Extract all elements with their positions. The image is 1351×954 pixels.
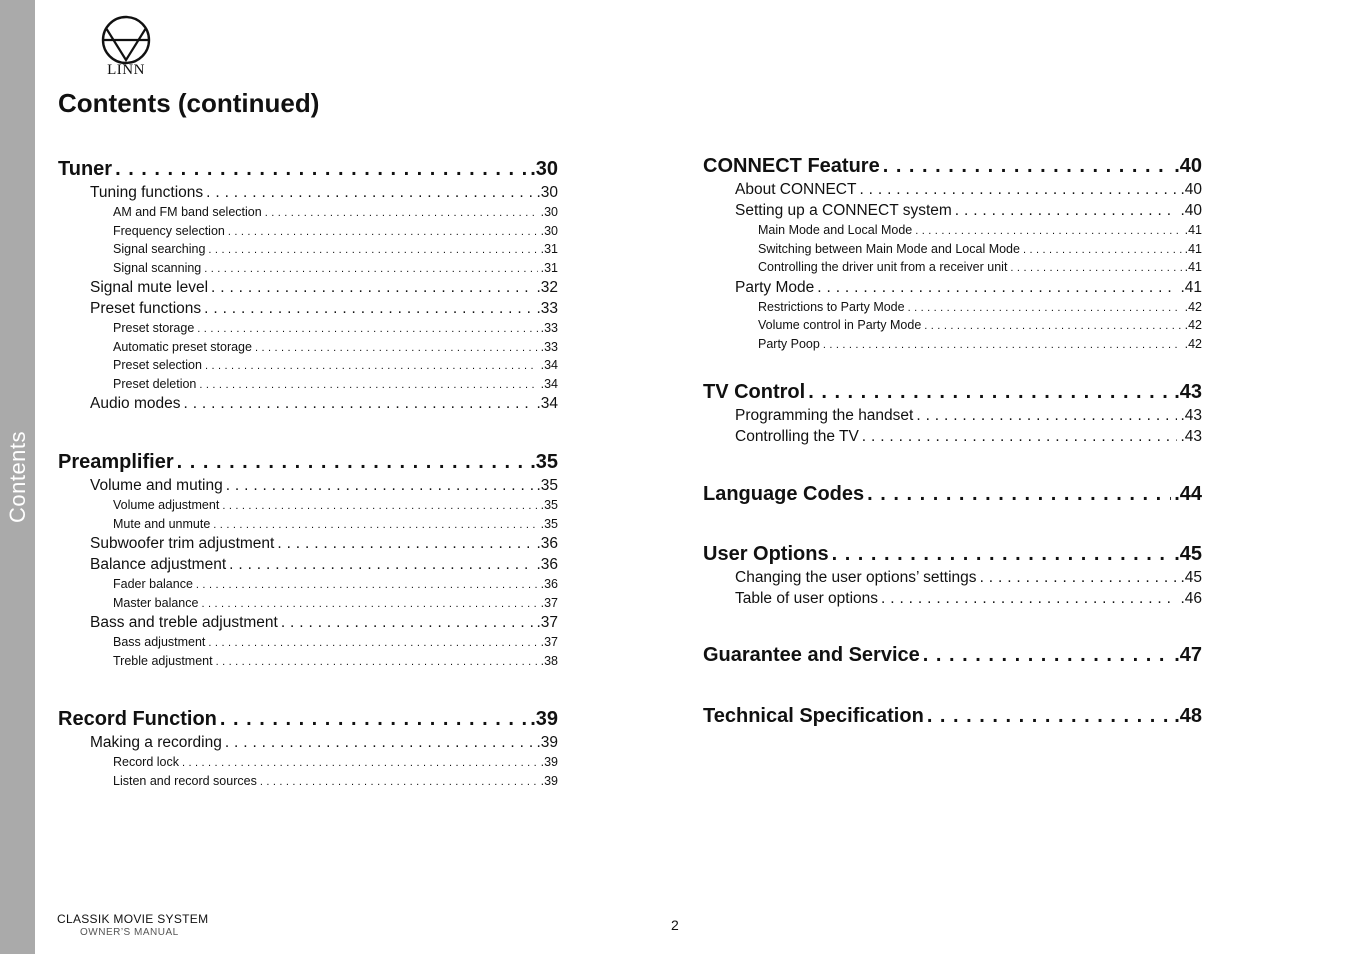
section-spacer (58, 414, 558, 449)
section-spacer (703, 447, 1202, 481)
dot-leader (927, 703, 1171, 729)
toc-page-number: .36 (540, 577, 558, 591)
toc-entry-label: Controlling the TV (735, 428, 859, 445)
footer-product-title: CLASSIK MOVIE SYSTEM (57, 912, 209, 926)
toc-page-number: .32 (536, 279, 558, 296)
toc-page-number: .39 (530, 708, 558, 730)
dot-leader (222, 497, 537, 516)
dot-leader (225, 732, 534, 753)
toc-entry-label: About CONNECT (735, 181, 857, 198)
toc-topic-entry[interactable] (58, 240, 558, 259)
toc-entry-label: Signal scanning (113, 260, 202, 275)
toc-entry-label: Technical Specification (703, 705, 924, 727)
toc-subsection-entry[interactable] (703, 405, 1202, 426)
section-spacer (703, 507, 1202, 541)
toc-entry-label: Main Mode and Local Mode (758, 223, 913, 237)
toc-entry-label: Restrictions to Party Mode (758, 299, 905, 314)
toc-entry-label: Treble adjustment (113, 653, 213, 668)
toc-page-number: .39 (540, 773, 558, 788)
toc-entry-label: Signal searching (113, 242, 206, 256)
dot-leader (183, 393, 533, 414)
toc-entry-label: Frequency selection (113, 223, 225, 238)
toc-section (58, 449, 558, 670)
toc-subsection-entry[interactable] (58, 182, 558, 203)
dot-leader (924, 317, 1181, 336)
toc-entry-label: Volume and muting (90, 477, 223, 494)
dot-leader (859, 179, 1177, 200)
dot-leader (201, 595, 537, 614)
toc-entry-label: Preamplifier (58, 451, 174, 473)
toc-entry-label: Setting up a CONNECT system (735, 202, 952, 219)
dot-leader (115, 156, 527, 182)
toc-section (703, 153, 1202, 353)
toc-page-number: .35 (540, 516, 558, 531)
toc-subsection-entry[interactable] (58, 298, 558, 319)
toc-entry-label: Volume control in Party Mode (758, 318, 922, 332)
dot-leader (255, 339, 538, 358)
toc-topic-entry[interactable] (58, 753, 558, 772)
dot-leader (206, 182, 533, 203)
toc-page-number: .34 (540, 358, 558, 372)
toc-entry-label: Changing the user options’ settings (735, 569, 977, 586)
toc-page-number: .37 (540, 635, 558, 649)
toc-page-number: .30 (540, 205, 558, 219)
toc-page-number: .42 (1184, 299, 1202, 314)
toc-entry-label: CONNECT Feature (703, 155, 880, 177)
toc-section-heading[interactable] (703, 703, 1202, 729)
toc-topic-entry[interactable] (58, 338, 558, 357)
toc-entry-label: Preset storage (113, 321, 195, 335)
toc-subsection-entry[interactable] (703, 277, 1202, 298)
toc-page-number: .40 (1180, 202, 1202, 219)
toc-topic-entry[interactable] (58, 594, 558, 613)
toc-page-number: .31 (540, 242, 558, 256)
toc-subsection-entry[interactable] (703, 426, 1202, 447)
toc-page-number: .42 (1184, 336, 1202, 351)
toc-entry-label: Tuning functions (90, 184, 204, 201)
toc-subsection-entry[interactable] (58, 533, 558, 554)
toc-topic-entry[interactable] (703, 298, 1202, 317)
dot-leader (923, 642, 1171, 668)
toc-topic-entry[interactable] (58, 515, 558, 534)
toc-section (703, 642, 1202, 668)
toc-page-number: .45 (1180, 569, 1202, 586)
dot-leader (208, 634, 537, 653)
toc-page-number: .41 (1184, 223, 1202, 237)
toc-section (703, 481, 1202, 507)
toc-topic-entry[interactable] (58, 222, 558, 241)
toc-topic-entry[interactable] (58, 772, 558, 791)
dot-leader (226, 475, 534, 496)
toc-entry-label: Programming the handset (735, 407, 914, 424)
toc-entry-label: Record lock (113, 755, 179, 769)
toc-subsection-entry[interactable] (703, 179, 1202, 200)
toc-section-heading[interactable] (703, 541, 1202, 567)
toc-page-number: .43 (1174, 381, 1202, 403)
toc-entry-label: Making a recording (90, 734, 222, 751)
dot-leader (216, 653, 538, 672)
toc-entry-label: Subwoofer trim adjustment (90, 535, 275, 552)
toc-entry-label: AM and FM band selection (113, 205, 262, 219)
dot-leader (260, 773, 538, 792)
toc-topic-entry[interactable] (703, 221, 1202, 240)
toc-page-number: .43 (1180, 428, 1202, 445)
toc-section-heading[interactable] (703, 642, 1202, 668)
dot-leader (213, 516, 537, 535)
toc-section-heading[interactable] (703, 153, 1202, 179)
toc-entry-label: Automatic preset storage (113, 339, 252, 354)
toc-entry-label: Tuner (58, 158, 113, 180)
section-spacer (703, 353, 1202, 379)
dot-leader (817, 277, 1177, 298)
dot-leader (881, 588, 1177, 609)
toc-entry-label: Signal mute level (90, 279, 209, 296)
toc-topic-entry[interactable] (703, 335, 1202, 354)
toc-entry-label: Volume adjustment (113, 498, 220, 512)
toc-topic-entry[interactable] (58, 356, 558, 375)
toc-section-heading[interactable] (703, 379, 1202, 405)
toc-entry-label: Listen and record sources (113, 773, 257, 788)
toc-entry-label: Preset selection (113, 358, 202, 372)
toc-topic-entry[interactable] (58, 496, 558, 515)
logo-text: LINN (107, 62, 145, 78)
toc-page-number: .43 (1180, 407, 1202, 424)
toc-topic-entry[interactable] (58, 652, 558, 671)
toc-subsection-entry[interactable] (703, 200, 1202, 221)
toc-page-number: .35 (540, 498, 558, 512)
dot-leader (281, 612, 534, 633)
dot-leader (177, 449, 528, 475)
toc-entry-label: User Options (703, 543, 829, 565)
toc-page-number: .30 (530, 158, 558, 180)
toc-entry-label: Fader balance (113, 577, 193, 591)
dot-leader (208, 241, 537, 260)
toc-left-column (58, 156, 558, 790)
toc-page-number: .34 (540, 376, 558, 391)
toc-entry-label: TV Control (703, 381, 806, 403)
dot-leader (204, 260, 537, 279)
toc-entry-label: Switching between Main Mode and Local Mode (758, 241, 1020, 256)
dot-leader (182, 754, 538, 773)
dot-leader (197, 320, 537, 339)
toc-page-number: .35 (530, 451, 558, 473)
dot-leader (277, 533, 533, 554)
toc-section-heading[interactable] (58, 156, 558, 182)
section-spacer (703, 668, 1202, 703)
toc-page-number: .30 (540, 223, 558, 238)
toc-topic-entry[interactable] (58, 203, 558, 222)
dot-leader (1023, 241, 1182, 260)
side-tab-label: Contents (5, 430, 30, 524)
dot-leader (883, 153, 1171, 179)
toc-entry-label: Record Function (58, 708, 217, 730)
dot-leader (862, 426, 1178, 447)
section-spacer (703, 609, 1202, 642)
toc-page-number: .36 (536, 556, 558, 573)
toc-subsection-entry[interactable] (58, 393, 558, 414)
toc-entry-label: Bass adjustment (113, 635, 206, 649)
toc-page-number: .41 (1184, 260, 1202, 274)
toc-entry-label: Bass and treble adjustment (90, 614, 278, 631)
dot-leader (199, 376, 537, 395)
toc-page-number: .41 (1180, 278, 1202, 296)
dot-leader (823, 336, 1182, 355)
toc-page-number: .40 (1180, 181, 1202, 198)
toc-subsection-entry[interactable] (58, 732, 558, 753)
toc-topic-entry[interactable] (58, 259, 558, 278)
toc-page-number: .31 (540, 260, 558, 275)
toc-entry-label: Guarantee and Service (703, 644, 920, 666)
dot-leader (915, 222, 1181, 241)
toc-subsection-entry[interactable] (58, 554, 558, 575)
toc-section (58, 706, 558, 790)
toc-subsection-entry[interactable] (58, 475, 558, 496)
dot-leader (867, 481, 1171, 507)
toc-topic-entry[interactable] (58, 633, 558, 652)
toc-page-number: .44 (1174, 483, 1202, 505)
toc-section (703, 541, 1202, 609)
toc-entry-label: Preset deletion (113, 376, 197, 391)
toc-subsection-entry[interactable] (703, 588, 1202, 609)
toc-page-number: .36 (536, 535, 558, 552)
toc-page-number: .37 (536, 614, 558, 631)
page-title: Contents (continued) (58, 88, 320, 118)
dot-leader (205, 357, 538, 376)
toc-page-number: .38 (540, 653, 558, 668)
toc-page-number: .39 (536, 734, 558, 751)
dot-leader (916, 405, 1177, 426)
side-tab (0, 0, 35, 954)
toc-entry-label: Party Poop (758, 336, 820, 351)
toc-entry-label: Preset functions (90, 300, 202, 317)
toc-entry-label: Table of user options (735, 590, 879, 607)
dot-leader (204, 298, 533, 319)
toc-entry-label: Mute and unmute (113, 516, 211, 531)
toc-page-number: .48 (1174, 705, 1202, 727)
toc-entry-label: Audio modes (90, 395, 181, 412)
toc-section (703, 703, 1202, 729)
toc-page-number: .34 (536, 395, 558, 412)
dot-leader (955, 200, 1178, 221)
toc-topic-entry[interactable] (58, 575, 558, 594)
dot-leader (228, 223, 538, 242)
toc-page-number: .30 (536, 184, 558, 201)
toc-right-column (703, 153, 1202, 729)
toc-section-heading[interactable] (703, 481, 1202, 507)
dot-leader (808, 379, 1171, 405)
toc-topic-entry[interactable] (58, 319, 558, 338)
toc-page-number: .41 (1184, 241, 1202, 256)
toc-section-heading[interactable] (58, 449, 558, 475)
toc-entry-label: Party Mode (735, 278, 815, 296)
toc-subsection-entry[interactable] (58, 277, 558, 298)
toc-section (703, 379, 1202, 447)
toc-section-heading[interactable] (58, 706, 558, 732)
dot-leader (265, 204, 538, 223)
section-spacer (58, 670, 558, 706)
toc-page-number: .45 (1174, 543, 1202, 565)
toc-entry-label: Balance adjustment (90, 556, 227, 573)
toc-page-number: .33 (540, 321, 558, 335)
dot-leader (980, 567, 1178, 588)
toc-topic-entry[interactable] (703, 258, 1202, 277)
dot-leader (220, 706, 527, 732)
toc-entry-label: Controlling the driver unit from a receiver unit (758, 260, 1008, 274)
toc-entry-label: Master balance (113, 595, 199, 610)
toc-subsection-entry[interactable] (58, 612, 558, 633)
page-number: 2 (671, 917, 679, 933)
toc-entry-label: Language Codes (703, 483, 865, 505)
dot-leader (832, 541, 1172, 567)
toc-page-number: .47 (1174, 644, 1202, 666)
dot-leader (196, 576, 538, 595)
dot-leader (1010, 259, 1181, 278)
toc-topic-entry[interactable] (58, 375, 558, 394)
toc-section (58, 156, 558, 414)
toc-page-number: .35 (536, 477, 558, 494)
dot-leader (229, 554, 533, 575)
toc-topic-entry[interactable] (703, 240, 1202, 259)
dot-leader (211, 277, 533, 298)
toc-page-number: .33 (536, 300, 558, 317)
toc-topic-entry[interactable] (703, 316, 1202, 335)
toc-page-number: .37 (540, 595, 558, 610)
footer-manual-subtitle: OWNER’S MANUAL (80, 927, 179, 938)
toc-page-number: .42 (1184, 318, 1202, 332)
toc-page-number: .39 (540, 755, 558, 769)
toc-subsection-entry[interactable] (703, 567, 1202, 588)
toc-page-number: .33 (540, 339, 558, 354)
toc-page-number: .46 (1180, 590, 1202, 607)
dot-leader (908, 299, 1182, 318)
toc-page-number: .40 (1174, 155, 1202, 177)
